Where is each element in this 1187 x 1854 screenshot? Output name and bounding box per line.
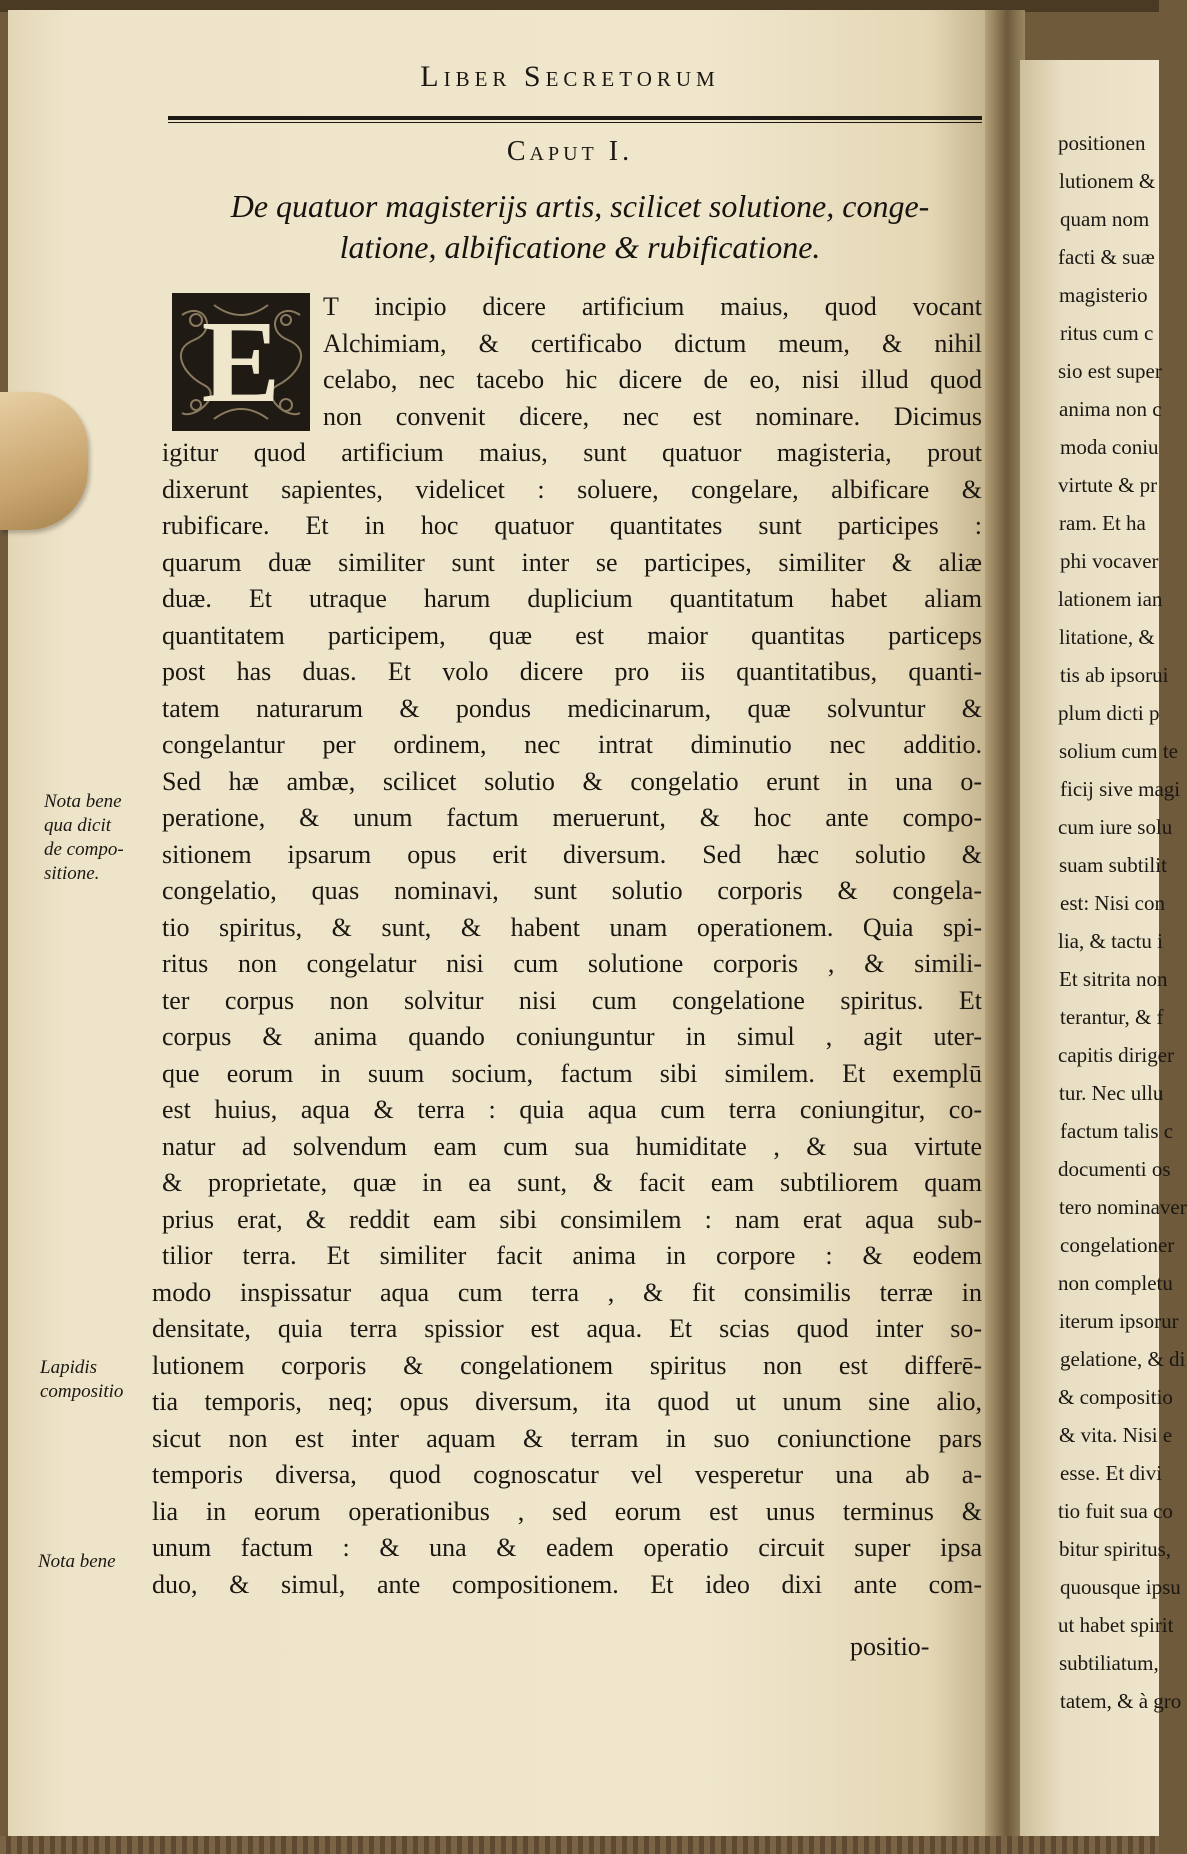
body-line: lutionem corporis & congelationem spiritus non est differē- bbox=[152, 1350, 982, 1380]
body-line: corpus & anima quando coniunguntur in simul , agit uter- bbox=[162, 1022, 982, 1051]
facing-page-line: documenti os bbox=[1058, 1157, 1171, 1181]
facing-page-line: virtute & pr bbox=[1058, 473, 1158, 497]
facing-page-line: anima non c bbox=[1059, 397, 1162, 421]
body-line: que eorum in suum socium, factum sibi similem. Et exemplū bbox=[162, 1058, 982, 1088]
body-line: rubificare. Et in hoc quatuor quantitates sunt participes : bbox=[162, 511, 982, 540]
body-line: T incipio dicere artificium maius, quod vocant bbox=[323, 292, 982, 321]
facing-page-line: est: Nisi con bbox=[1060, 891, 1165, 915]
facing-page-line: gelatione, & di bbox=[1060, 1347, 1186, 1371]
facing-page-line: phi vocaver bbox=[1060, 549, 1159, 573]
body-line: temporis diversa, quod cognoscatur vel vesperetur una ab a- bbox=[152, 1460, 982, 1489]
chapter-title-line: latione, albificatione & rubificatione. bbox=[339, 229, 821, 265]
facing-page-line: non completu bbox=[1058, 1271, 1173, 1295]
body-line: congelatio, quas nominavi, sunt solutio corporis & congela- bbox=[162, 876, 982, 905]
body-line: unum factum : & una & eadem operatio circuit super ipsa bbox=[152, 1533, 982, 1562]
running-head: Liber Secretorum bbox=[420, 60, 720, 93]
facing-page-line: lationem ian bbox=[1058, 587, 1163, 611]
body-line: & proprietate, quæ in ea sunt, & facit eam subtiliorem quam bbox=[162, 1168, 982, 1197]
facing-page-line: moda coniu bbox=[1060, 435, 1159, 459]
body-line: tilior terra. Et similiter facit anima in corpore : & eodem bbox=[162, 1241, 982, 1270]
margin-note-line: Nota bene bbox=[38, 1551, 116, 1572]
facing-page-line: quousque ipsu bbox=[1060, 1575, 1181, 1599]
facing-page-line: ficij sive magi bbox=[1060, 777, 1181, 801]
facing-page-line: plum dicti p bbox=[1058, 701, 1160, 725]
margin-note-line: qua dicit bbox=[44, 815, 112, 836]
facing-page-line: factum talis c bbox=[1060, 1119, 1174, 1143]
body-line: tia temporis, neq; opus diversum, ita quod ut unum sine alio, bbox=[152, 1387, 982, 1416]
body-line: Sed hæ ambæ, scilicet solutio & congelatio erunt in una o- bbox=[162, 766, 982, 796]
chapter-title-line: De quatuor magisterijs artis, scilicet solutione, conge- bbox=[230, 188, 930, 224]
body-line: congelantur per ordinem, nec intrat diminutio nec additio. bbox=[162, 730, 982, 759]
body-line: densitate, quia terra spissior est aqua. Et scias quod inter so- bbox=[152, 1314, 982, 1343]
facing-page-line: congelationer bbox=[1060, 1233, 1175, 1257]
facing-page-line: cum iure solu bbox=[1058, 815, 1173, 839]
decorated-initial bbox=[172, 293, 310, 431]
body-line: sitionem ipsarum opus erit diversum. Sed hæc solutio & bbox=[162, 839, 982, 869]
facing-page-line: tio fuit sua co bbox=[1058, 1499, 1173, 1523]
margin-note-lapidis-compositio bbox=[40, 1356, 123, 1404]
body-line: ter corpus non solvitur nisi cum congelatione spiritus. Et bbox=[162, 985, 982, 1015]
facing-page-line: lia, & tactu i bbox=[1058, 929, 1163, 953]
book-bottom-edge bbox=[0, 1836, 1159, 1854]
facing-page-line: tis ab ipsorui bbox=[1060, 663, 1169, 687]
facing-page-line: tur. Nec ullu bbox=[1059, 1081, 1164, 1105]
facing-page bbox=[1020, 60, 1187, 1838]
facing-page-line: iterum ipsorur bbox=[1059, 1309, 1179, 1333]
facing-page-line: solium cum te bbox=[1059, 739, 1178, 763]
margin-note-nota-bene-compositione bbox=[44, 790, 124, 886]
body-line: tatem naturarum & pondus medicinarum, quæ solvuntur & bbox=[162, 693, 982, 723]
body-line: sicut non est inter aquam & terram in suo coniunctione pars bbox=[152, 1423, 982, 1453]
body-line: lia in eorum operationibus , sed eorum est unus terminus & bbox=[152, 1496, 982, 1526]
body-line: prius erat, & reddit eam sibi consimilem : nam erat aqua sub- bbox=[162, 1204, 982, 1234]
chapter-title bbox=[190, 186, 970, 268]
initial-letter: E bbox=[201, 296, 281, 427]
body-line: modo inspissatur aqua cum terra , & fit consimilis terræ in bbox=[152, 1277, 982, 1307]
margin-note-line: Lapidis bbox=[40, 1357, 98, 1378]
head-rule bbox=[168, 116, 982, 123]
body-line: natur ad solvendum eam cum sua humiditate , & sua virtute bbox=[162, 1131, 982, 1161]
facing-page-line: subtiliatum, bbox=[1059, 1651, 1159, 1675]
body-line: quantitatem participem, quæ est maior quantitas particeps bbox=[162, 620, 982, 650]
body-line: ritus non congelatur nisi cum solutione corporis , & simili- bbox=[162, 949, 982, 978]
margin-note-line: Nota bene bbox=[44, 791, 122, 812]
facing-page-line: sio est super bbox=[1058, 359, 1162, 383]
body-line: celabo, nec tacebo hic dicere de eo, nisi illud quod bbox=[323, 365, 982, 394]
body-line: peratione, & unum factum meruerunt, & hoc ante compo- bbox=[162, 803, 982, 832]
book-gutter bbox=[985, 10, 1025, 1838]
body-line: duo, & simul, ante compositionem. Et ideo dixi ante com- bbox=[152, 1569, 982, 1599]
facing-page-line: ram. Et ha bbox=[1059, 511, 1146, 535]
body-line: dixerunt sapientes, videlicet : soluere, congelare, albificare & bbox=[162, 474, 982, 504]
facing-page-line: terantur, & f bbox=[1060, 1005, 1164, 1029]
facing-page-line: tatem, & à gro bbox=[1060, 1689, 1182, 1713]
facing-page-line: magisterio bbox=[1059, 283, 1148, 307]
body-line: duæ. Et utraque harum duplicium quantitatum habet aliam bbox=[162, 584, 982, 613]
facing-page-line: esse. Et divi bbox=[1060, 1461, 1163, 1485]
facing-page-line: facti & suæ bbox=[1058, 245, 1155, 269]
body-line: post has duas. Et volo dicere pro iis quantitatibus, quanti- bbox=[162, 657, 982, 686]
facing-page-line: & vita. Nisi e bbox=[1059, 1423, 1173, 1447]
facing-page-line: positionen bbox=[1058, 131, 1146, 155]
facing-page-line: suam subtilit bbox=[1059, 853, 1167, 877]
facing-page-line: quam nom bbox=[1060, 207, 1150, 231]
body-line: est huius, aqua & terra : quia aqua cum terra coniungitur, co- bbox=[162, 1095, 982, 1124]
facing-page-line: ut habet spirit bbox=[1058, 1613, 1174, 1637]
body-line: quarum duæ similiter sunt inter se participes, similiter & aliæ bbox=[162, 547, 982, 577]
body-line: Alchimiam, & certificabo dictum meum, & nihil bbox=[323, 328, 982, 358]
facing-page-line: ritus cum c bbox=[1060, 321, 1154, 345]
facing-page-line: & compositio bbox=[1058, 1385, 1173, 1409]
facing-page-line: Et sitrita non bbox=[1059, 967, 1168, 991]
facing-page-line: capitis diriger bbox=[1058, 1043, 1175, 1067]
body-line: tio spiritus, & sunt, & habent unam operationem. Quia spi- bbox=[162, 912, 982, 942]
margin-note-nota-bene bbox=[38, 1550, 116, 1574]
facing-page-line: lutionem & bbox=[1059, 169, 1156, 193]
body-line: non convenit dicere, nec est nominare. Dicimus bbox=[323, 401, 982, 431]
margin-note-line: compositio bbox=[40, 1381, 124, 1402]
facing-page-line: tero nominaver bbox=[1059, 1195, 1187, 1219]
facing-page-line: litatione, & bbox=[1059, 625, 1155, 649]
margin-note-line: sitione. bbox=[44, 863, 100, 884]
body-line: igitur quod artificium maius, sunt quatuor magisteria, prout bbox=[162, 438, 982, 467]
catchword: positio- bbox=[850, 1632, 930, 1661]
chapter-heading: Caput I. bbox=[506, 136, 634, 167]
facing-page-line: bitur spiritus, bbox=[1059, 1537, 1172, 1561]
margin-note-line: de compo- bbox=[44, 839, 124, 860]
